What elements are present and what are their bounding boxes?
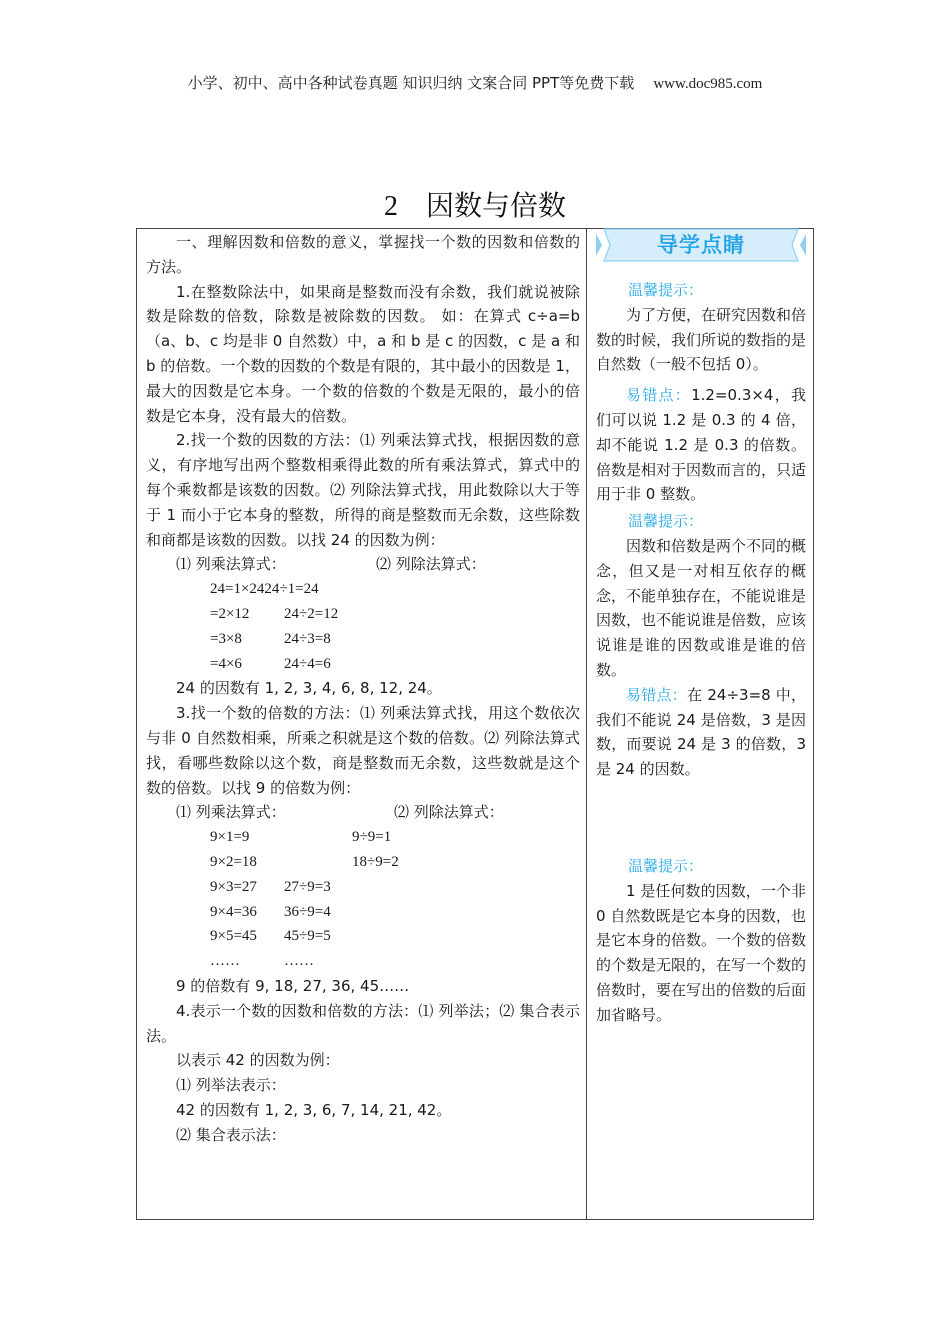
multiplication-heading: ⑴ 列乘法算式： — [176, 555, 286, 574]
example1-heading — [146, 552, 580, 577]
formula-div: …… — [284, 953, 314, 970]
table-row — [146, 627, 580, 652]
multiplication-heading: ⑴ 列乘法算式： — [176, 803, 286, 822]
formula-div: 24÷2=12 — [284, 605, 339, 622]
table-row — [146, 602, 580, 627]
example2-result: 9 的倍数有 9, 18, 27, 36, 45…… — [176, 976, 410, 995]
spacer — [596, 782, 806, 854]
table-row — [146, 850, 580, 875]
sidebar-notes — [596, 228, 806, 1028]
formula-mul: 24=1×24 — [210, 581, 265, 598]
division-heading: ⑵ 列除法算式： — [376, 555, 486, 574]
table-row — [146, 924, 580, 949]
representation-example: 以表示 42 的因数为例： — [176, 1051, 340, 1070]
table-row — [146, 577, 580, 602]
site-header — [0, 72, 950, 93]
banner-title: 导学点睛 — [657, 233, 745, 257]
error-note — [596, 683, 806, 782]
formula-div: 9÷9=1 — [352, 829, 392, 846]
guide-banner — [596, 228, 806, 262]
example2-heading — [146, 800, 580, 825]
table-row — [146, 949, 580, 974]
formula-mul: =3×8 — [210, 630, 242, 647]
error-text: 1.2=0.3×4，我们可以说 1.2 是 0.3 的 4 倍，却不能说 1.2 是 0.3 的倍数。倍数是相对于因数而言的，只适用于非 0 整数。 — [596, 386, 807, 504]
tip-label: 温馨提示： — [628, 281, 704, 299]
tip-label: 温馨提示： — [628, 512, 704, 531]
formula-div: 24÷3=8 — [284, 630, 331, 647]
formula-mul: 9×2=18 — [210, 853, 257, 870]
list-method-label: ⑴ 列举法表示： — [176, 1076, 286, 1095]
error-label: 易错点： — [626, 386, 692, 405]
formula-div: 45÷9=5 — [284, 928, 331, 945]
header-text: 小学、初中、高中各种试卷真题 知识归纳 文案合同 PPT等免费下载 — [187, 74, 635, 92]
definition-paragraph: 1.在整数除法中，如果商是整数而没有余数，我们就说被除数是除数的倍数，除数是被除数的因数。 如：在算式 c÷a=b（a、b、c 均是非 0 自然数）中，a 和 b 是 c 的因数，c 是 a 和 b 的倍数。一个数的因数的个数是有限的，其中最小的因数是 1，最大的因数是它本身。一个数的倍数的个数是无限的，最小的倍数是它本身，没有最大的倍数。 — [146, 282, 580, 425]
list-method-result: 42 的因数有 1, 2, 3, 6, 7, 14, 21, 42。 — [176, 1100, 452, 1119]
column-divider — [586, 228, 587, 1220]
tip-text: 1 是任何数的因数，一个非 0 自然数既是它本身的因数，也是它本身的倍数。一个数的倍数的个数是无限的，在写一个数的倍数时，要在写出的倍数的后面加省略号。 — [596, 881, 807, 1024]
formula-div: 36÷9=4 — [284, 903, 331, 920]
table-row — [146, 875, 580, 900]
division-heading: ⑵ 列除法算式： — [394, 803, 504, 822]
tip-label: 温馨提示： — [628, 856, 704, 875]
example1-result: 24 的因数有 1, 2, 3, 4, 6, 8, 12, 24。 — [176, 679, 442, 698]
find-factors-paragraph: 2.找一个数的因数的方法：⑴ 列乘法算式找，根据因数的意义，有序地写出两个整数相乘得此数的所有乘法算式，算式中的每个乘数都是该数的因数。⑵ 列除法算式找，用此数除以大于等于 1 而小于它本身的整数，所得的商是整数而无余数，这些除数和商都是该数的因数。以找 24 的因数为例： — [146, 431, 580, 549]
table-row — [146, 825, 580, 850]
error-note — [596, 383, 806, 507]
formula-mul: 9×5=45 — [210, 928, 257, 945]
representation-paragraph: 4.表示一个数的因数和倍数的方法：⑴ 列举法；⑵ 集合表示法。 — [146, 1001, 580, 1045]
intro-paragraph: 一、理解因数和倍数的意义，掌握找一个数的因数和倍数的方法。 — [146, 233, 580, 276]
set-method-label: ⑵ 集合表示法： — [176, 1125, 286, 1144]
find-multiples-paragraph: 3.找一个数的倍数的方法：⑴ 列乘法算式找，用这个数依次与非 0 自然数相乘，所乘之积就是这个数的倍数。⑵ 列除法算式找，看哪些数除以这个数，商是整数而无余数，这些数就是这个数的倍数。以找 9 的倍数为例： — [146, 704, 580, 797]
table-row — [146, 652, 580, 677]
formula-mul: 9×1=9 — [210, 829, 250, 846]
formula-mul: =2×12 — [210, 605, 250, 622]
table-row — [146, 900, 580, 925]
formula-mul: 9×3=27 — [210, 878, 257, 895]
formula-mul: 9×4=36 — [210, 903, 257, 920]
formula-div: 24÷1=24 — [264, 581, 319, 598]
tip-text: 因数和倍数是两个不同的概念，但又是一对相互依存的概念，不能单独存在，不能说谁是因数，也不能说谁是倍数，应该说谁是谁的因数或谁是谁的倍数。 — [596, 536, 807, 679]
formula-div: 24÷4=6 — [284, 655, 331, 672]
header-url[interactable]: www.doc985.com — [653, 76, 763, 92]
error-text: 在 24÷3=8 中，我们不能说 24 是倍数，3 是因数，而要说 24 是 3 的倍数，3 是 24 的因数。 — [596, 685, 806, 779]
formula-div: 27÷9=3 — [284, 878, 331, 895]
section-title: 因数与倍数 — [425, 189, 566, 222]
formula-div: 18÷9=2 — [352, 853, 399, 870]
error-label: 易错点： — [626, 685, 688, 704]
formula-mul: …… — [210, 953, 240, 970]
page-title — [0, 184, 950, 224]
tip-text: 为了方便，在研究因数和倍数的时候，我们所说的数指的是自然数（一般不包括 0）。 — [596, 305, 807, 374]
section-number: 2 — [383, 191, 398, 222]
formula-mul: =4×6 — [210, 655, 242, 672]
main-column — [146, 230, 580, 1147]
